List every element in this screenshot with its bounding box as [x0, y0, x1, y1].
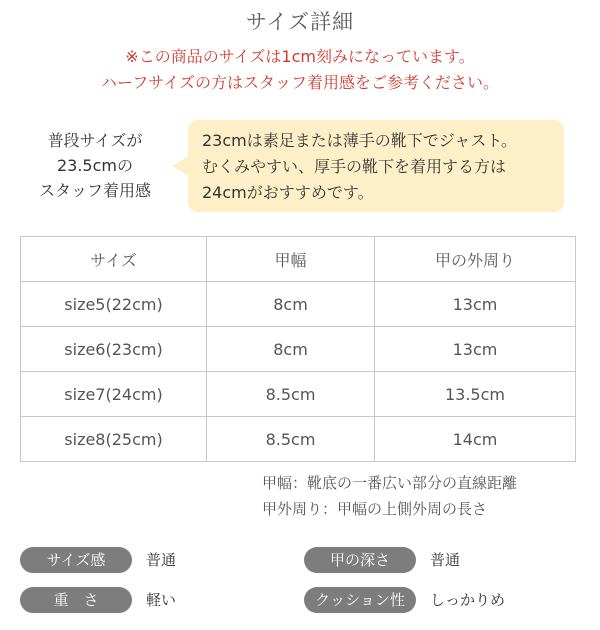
notice-line-2: ハーフサイズの方はスタッフ着用感をご参考ください。	[101, 73, 499, 92]
spec-label-badge: クッション性	[304, 587, 416, 613]
spec-label-badge: 重 さ	[20, 587, 132, 613]
spec-fit	[20, 547, 280, 573]
table-row	[21, 372, 576, 417]
cell-girth: 13.5cm	[375, 372, 576, 417]
staff-label-line: 普段サイズが	[47, 131, 143, 150]
table-row	[21, 327, 576, 372]
spec-cushioning	[304, 587, 564, 613]
notice-line-1: ※この商品のサイズは1cm刻みになっています。	[125, 47, 475, 66]
cell-girth: 13cm	[375, 282, 576, 327]
spec-value: しっかりめ	[430, 591, 506, 609]
page-title: サイズ詳細	[245, 10, 355, 34]
spec-weight	[20, 587, 280, 613]
cell-girth: 14cm	[375, 417, 576, 462]
note-line: 甲幅：靴底の一番広い部分の直線距離	[262, 474, 518, 492]
table-header-row	[21, 237, 576, 282]
spec-label-badge: 甲の深さ	[304, 547, 416, 573]
cell-size: size5(22cm)	[21, 282, 207, 327]
cell-size: size6(23cm)	[21, 327, 207, 372]
cell-size: size7(24cm)	[21, 372, 207, 417]
staff-comment-line: 23cmは素足または薄手の靴下でジャスト。	[202, 131, 517, 150]
header-width: 甲幅	[207, 237, 375, 282]
cell-width: 8.5cm	[207, 372, 375, 417]
note-line: 甲外周り：甲幅の上側外周の長さ	[262, 500, 488, 518]
header-size: サイズ	[21, 237, 207, 282]
staff-label	[22, 128, 168, 203]
speech-bubble-tail	[172, 156, 189, 176]
cell-girth: 13cm	[375, 327, 576, 372]
staff-label-line: 23.5cmの	[56, 156, 133, 175]
staff-comment-bubble	[188, 120, 564, 212]
cell-width: 8cm	[207, 327, 375, 372]
cell-width: 8cm	[207, 282, 375, 327]
spec-instep-depth	[304, 547, 564, 573]
spec-value: 普通	[430, 551, 461, 569]
cell-size: size8(25cm)	[21, 417, 207, 462]
table-row	[21, 282, 576, 327]
spec-value: 普通	[146, 551, 177, 569]
staff-comment-line: 24cmがおすすめです。	[202, 183, 374, 202]
measurement-notes	[262, 470, 517, 522]
table-row	[21, 417, 576, 462]
spec-value: 軽い	[146, 591, 177, 609]
staff-comment-line: むくみやすい、厚手の靴下を着用する方は	[202, 157, 507, 176]
staff-label-line: スタッフ着用感	[38, 181, 151, 200]
spec-label-badge: サイズ感	[20, 547, 132, 573]
cell-width: 8.5cm	[207, 417, 375, 462]
size-table	[20, 236, 576, 462]
header-girth: 甲の外周り	[375, 237, 576, 282]
